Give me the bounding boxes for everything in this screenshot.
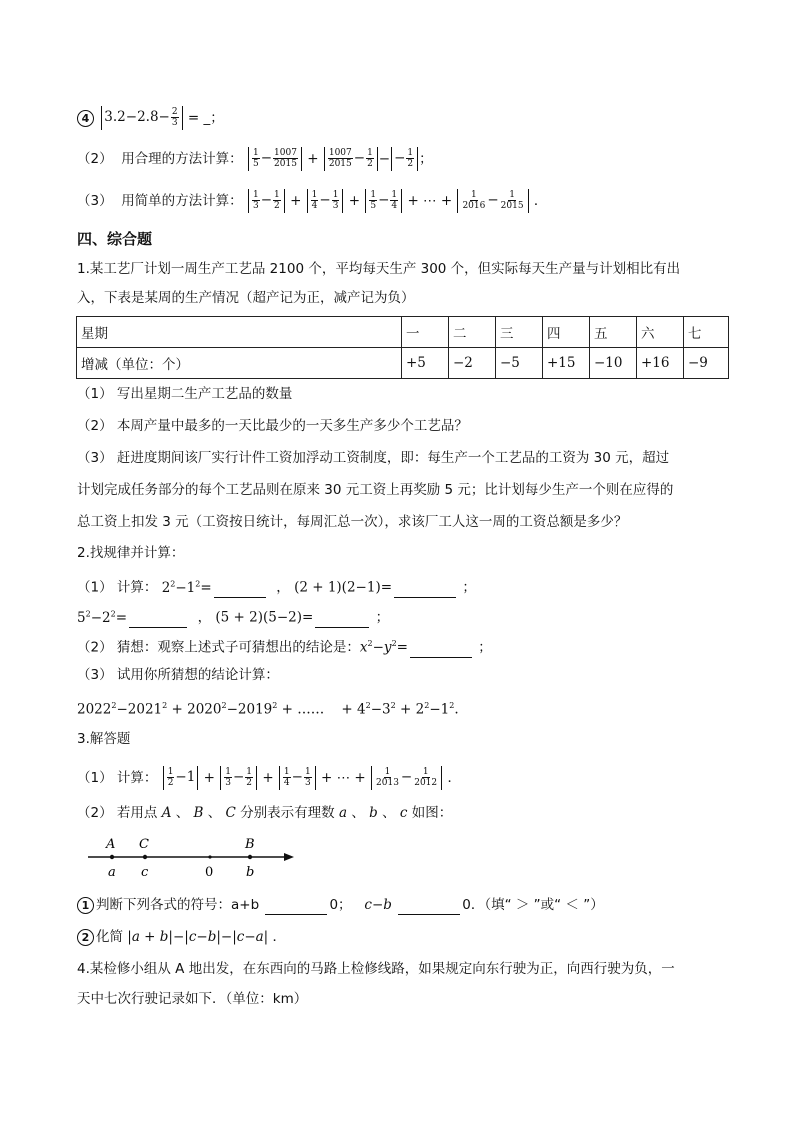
part3-line: （3） 用简单的方法计算： $\frac{1}{3}$ − $\frac{1}{2}$ + $\frac{1}{4}$ − $\frac{1}{3}$ + $\frac{1}{5}$ − $\frac{1}{4}$ + ⋯ + $\frac{1}{2016}$ − $\frac{1}{2015}$ ． [77,189,547,213]
table-cell: −5 [496,348,543,379]
absolute-value: $\frac{1}{2016}$ − $\frac{1}{2015}$ [457,189,528,213]
circled-number: 2 [77,929,94,946]
q1-sub-3a: （3） 赶进度期间该厂实行计件工资加浮动工资制度，即：每生产一个工艺品的工资为 30 元，超过 [77,450,670,466]
q1-sub-1: （1） 写出星期二生产工艺品的数量 [77,386,293,402]
absolute-value: $\frac{1}{2}$ −1 [163,766,199,790]
point-c [143,855,147,859]
absolute-value: $\frac{1}{4}$ − $\frac{1}{3}$ [279,766,316,790]
answer-blank[interactable] [394,583,456,598]
absolute-value: $\frac{1}{5}$ − $\frac{1}{4}$ [365,189,402,213]
q4b-text-2: 天中七次行驶记录如下．（单位：km） [77,991,308,1007]
circled-number: 4 [77,110,94,127]
number-line-diagram [80,832,310,884]
table-cell: 一 [402,317,449,348]
table-cell: 三 [496,317,543,348]
q3-sub-2: 2 化简 |a + b|−|c−b|−|c−a| ． [77,927,286,947]
number-line-arrow [284,853,294,861]
production-table [76,316,729,379]
circled-number: 1 [77,897,94,914]
absolute-value: $\frac{1}{2013}$ − $\frac{1}{2012}$ [371,766,442,790]
table-cell: −10 [590,348,637,379]
answer-blank[interactable] [410,643,472,658]
q1-sub-3c: 总工资上扣发 3 元（工资按日统计，每周汇总一次），求该厂工人这一周的工资总额是多少？ [77,514,628,530]
absolute-value: − $\frac{1}{2}$ [391,147,418,171]
absolute-value: $\frac{1007}{2015}$ − $\frac{1}{2}$ [324,147,378,171]
q2-title: 2.找规律并计算： [77,545,185,561]
table-cell: −9 [684,348,729,379]
table-row [77,348,729,379]
label-C: C [139,837,149,852]
label-c: c [141,865,149,880]
fraction: $\frac{2}{3}$ [171,106,178,128]
label-zero: 0 [205,865,214,880]
q2-line-5: $2022^2-2021^2 + 2020^2-2019^2$ + …… + $4^2-3^2 + 2^2-1^2$. [77,701,459,718]
absolute-value: $\frac{1}{4}$ − $\frac{1}{3}$ [307,189,344,213]
absolute-value: $\frac{1}{3}$ − $\frac{1}{2}$ [248,189,285,213]
answer-blank[interactable] [129,613,187,628]
table-cell: 七 [684,317,729,348]
label-a: a [108,865,116,880]
absolute-value: $\frac{1}{3}$ − $\frac{1}{2}$ [220,766,257,790]
q2-line-2: $5^2-2^2=$ ， (5 + 2)(5−2)= ； [77,609,390,626]
part2-line: （2） 用合理的方法计算： $\frac{1}{5}$ − $\frac{1007}{2015}$ + $\frac{1007}{2015}$ − $\frac{1}{2}$ − − $\frac{1}{2}$ ； [77,147,433,171]
point-a [110,855,114,859]
q3-sub-1: 1 判断下列各式的符号：a+b 0； c−b 0．（填“ ＞ ”或“ ＜ ”） [77,895,604,915]
answer-blank[interactable] [265,900,327,915]
q1-text-1: 1.某工艺厂计划一周生产工艺品 2100 个，平均每天生产 300 个，但实际每天生产量与计划相比有出 [77,261,681,277]
point-b [248,855,252,859]
table-cell: +15 [543,348,590,379]
q3-line-1: （1） 计算： $\frac{1}{2}$ −1 + $\frac{1}{3}$ − $\frac{1}{2}$ + $\frac{1}{4}$ − $\frac{1}{3}$ + ⋯ + $\frac{1}{2013}$ − $\frac{1}{2012}$ ． [77,766,461,790]
q2-line-3: （2） 猜想：观察上述式子可猜想出的结论是：$x^2-y^2=$ ； [77,639,492,656]
q2-line-1: （1） 计算： $2^2-1^2=$ ， (2 + 1)(2−1)= ； [77,579,476,596]
table-cell: 五 [590,317,637,348]
table-row [77,317,729,348]
q4-line: 4 3.2−2.8− $\frac{2}{3}$ = _； [77,106,224,130]
absolute-value: 3.2−2.8− $\frac{2}{3}$ [101,106,182,130]
answer-blank[interactable] [214,583,266,598]
table-cell: +16 [637,348,684,379]
label-B: B [245,837,255,852]
table-cell: 星期 [77,317,402,348]
table-cell: 增减（单位：个） [77,348,402,379]
table-cell: +5 [402,348,449,379]
q1-text-2: 入，下表是某周的生产情况（超产记为正，减产记为负） [77,290,415,306]
table-cell: 二 [449,317,496,348]
q4b-text-1: 4.某检修小组从 A 地出发，在东西向的马路上检修线路，如果规定向东行驶为正，向西行驶为负，一 [77,961,675,977]
q1-sub-2: （2） 本周产量中最多的一天比最少的一天多生产多少个工艺品？ [77,418,468,434]
label-b: b [246,865,255,880]
label-A: A [106,837,116,852]
section-title: 四、综合题 [77,230,153,248]
answer-blank[interactable] [398,900,460,915]
table-cell: 四 [543,317,590,348]
q2-line-4: （3） 试用你所猜想的结论计算： [77,667,279,683]
point-zero [208,855,211,858]
table-cell: −2 [449,348,496,379]
q3-line-2: （2） 若用点 A 、 B 、 C 分别表示有理数 a 、 b 、 c 如图： [77,805,453,821]
answer-blank[interactable] [315,613,369,628]
q3-title: 3.解答题 [77,731,131,747]
absolute-value: $\frac{1}{5}$ − $\frac{1007}{2015}$ [248,147,302,171]
table-cell: 六 [637,317,684,348]
q1-sub-3b: 计划完成任务部分的每个工艺品则在原来 30 元工资上再奖励 5 元；比计划每少生产一个则在应得的 [77,482,674,498]
